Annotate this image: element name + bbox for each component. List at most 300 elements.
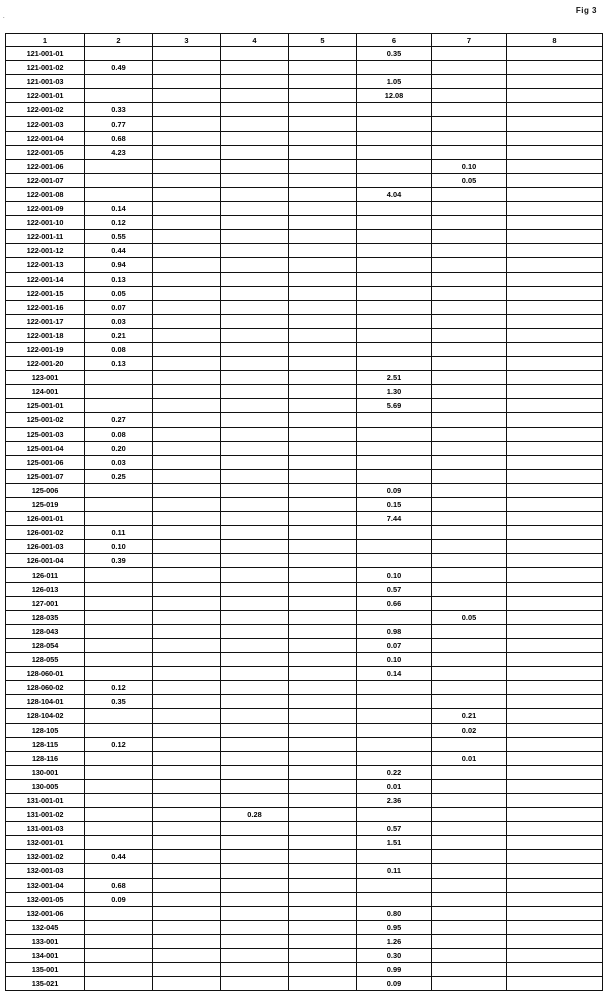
cell-value — [221, 540, 289, 554]
cell-value — [289, 723, 357, 737]
table-row — [6, 385, 603, 399]
cell-value — [153, 526, 221, 540]
table-row — [6, 427, 603, 441]
cell-value — [289, 624, 357, 638]
cell-value — [289, 103, 357, 117]
cell-value — [507, 300, 603, 314]
cell-value — [289, 793, 357, 807]
cell-value — [289, 230, 357, 244]
cell-value — [357, 131, 432, 145]
cell-value — [357, 610, 432, 624]
cell-value — [153, 300, 221, 314]
cell-value — [153, 230, 221, 244]
cell-value — [221, 582, 289, 596]
cell-value — [153, 892, 221, 906]
cell-value: 0.98 — [357, 624, 432, 638]
row-label: 130-001 — [6, 765, 85, 779]
cell-value — [289, 483, 357, 497]
table-row — [6, 413, 603, 427]
cell-value — [289, 963, 357, 977]
cell-value — [507, 286, 603, 300]
cell-value — [507, 89, 603, 103]
row-label: 132-001-06 — [6, 906, 85, 920]
cell-value — [85, 822, 153, 836]
cell-value — [221, 920, 289, 934]
cell-value — [357, 103, 432, 117]
table-row — [6, 822, 603, 836]
cell-value — [289, 441, 357, 455]
cell-value — [507, 653, 603, 667]
cell-value — [289, 808, 357, 822]
cell-value — [221, 864, 289, 878]
cell-value — [221, 892, 289, 906]
cell-value — [432, 667, 507, 681]
cell-value: 1.26 — [357, 934, 432, 948]
cell-value — [85, 47, 153, 61]
cell-value — [153, 455, 221, 469]
cell-value — [289, 371, 357, 385]
cell-value — [357, 159, 432, 173]
cell-value — [85, 920, 153, 934]
cell-value — [153, 314, 221, 328]
row-label: 122-001-06 — [6, 159, 85, 173]
row-label: 122-001-02 — [6, 103, 85, 117]
row-label: 131-001-02 — [6, 808, 85, 822]
cell-value — [153, 483, 221, 497]
row-label: 122-001-18 — [6, 328, 85, 342]
cell-value — [289, 949, 357, 963]
cell-value — [357, 554, 432, 568]
cell-value — [221, 202, 289, 216]
cell-value: 0.14 — [85, 202, 153, 216]
table-row — [6, 357, 603, 371]
cell-value — [432, 399, 507, 413]
row-label: 126-001-01 — [6, 512, 85, 526]
row-label: 128-060-02 — [6, 681, 85, 695]
row-label: 122-001-07 — [6, 173, 85, 187]
cell-value: 12.08 — [357, 89, 432, 103]
cell-value — [432, 850, 507, 864]
cell-value — [153, 89, 221, 103]
row-label: 132-001-01 — [6, 836, 85, 850]
cell-value — [432, 878, 507, 892]
cell-value — [507, 582, 603, 596]
cell-value — [507, 173, 603, 187]
cell-value — [153, 667, 221, 681]
cell-value — [221, 441, 289, 455]
cell-value: 0.14 — [357, 667, 432, 681]
cell-value — [85, 187, 153, 201]
cell-value: 4.23 — [85, 145, 153, 159]
cell-value — [357, 455, 432, 469]
cell-value — [432, 582, 507, 596]
table-row — [6, 328, 603, 342]
row-label: 128-043 — [6, 624, 85, 638]
row-label: 126-011 — [6, 568, 85, 582]
cell-value: 0.01 — [357, 779, 432, 793]
cell-value — [289, 667, 357, 681]
cell-value — [85, 779, 153, 793]
cell-value — [507, 667, 603, 681]
row-label: 125-001-07 — [6, 469, 85, 483]
cell-value — [221, 723, 289, 737]
cell-value — [507, 596, 603, 610]
cell-value — [221, 187, 289, 201]
cell-value: 0.35 — [85, 695, 153, 709]
cell-value — [289, 469, 357, 483]
cell-value — [85, 793, 153, 807]
cell-value: 0.10 — [357, 653, 432, 667]
cell-value — [507, 385, 603, 399]
cell-value — [432, 202, 507, 216]
cell-value: 0.03 — [85, 455, 153, 469]
column-header-8: 8 — [507, 34, 603, 47]
row-label: 122-001-11 — [6, 230, 85, 244]
row-label: 126-001-04 — [6, 554, 85, 568]
row-label: 128-054 — [6, 638, 85, 652]
cell-value — [289, 540, 357, 554]
cell-value: 0.44 — [85, 244, 153, 258]
cell-value: 1.51 — [357, 836, 432, 850]
cell-value: 0.55 — [85, 230, 153, 244]
cell-value — [153, 258, 221, 272]
table-row — [6, 469, 603, 483]
cell-value: 0.07 — [357, 638, 432, 652]
cell-value: 0.25 — [85, 469, 153, 483]
cell-value — [153, 695, 221, 709]
cell-value — [221, 385, 289, 399]
cell-value — [357, 357, 432, 371]
cell-value — [507, 949, 603, 963]
cell-value — [357, 216, 432, 230]
row-label: 122-001-14 — [6, 272, 85, 286]
cell-value: 0.95 — [357, 920, 432, 934]
row-label: 121-001-01 — [6, 47, 85, 61]
cell-value — [221, 526, 289, 540]
cell-value — [85, 765, 153, 779]
table-row — [6, 230, 603, 244]
cell-value — [507, 540, 603, 554]
table-row — [6, 540, 603, 554]
cell-value: 0.13 — [85, 272, 153, 286]
cell-value — [507, 258, 603, 272]
row-label: 122-001-05 — [6, 145, 85, 159]
cell-value — [153, 779, 221, 793]
cell-value — [507, 202, 603, 216]
cell-value: 0.12 — [85, 737, 153, 751]
cell-value — [432, 47, 507, 61]
cell-value — [507, 638, 603, 652]
cell-value — [432, 681, 507, 695]
table-row — [6, 582, 603, 596]
cell-value — [85, 864, 153, 878]
cell-value — [507, 75, 603, 89]
cell-value: 0.01 — [432, 751, 507, 765]
cell-value: 0.08 — [85, 342, 153, 356]
row-label: 128-104-02 — [6, 709, 85, 723]
row-label: 132-001-05 — [6, 892, 85, 906]
cell-value — [507, 455, 603, 469]
cell-value — [153, 723, 221, 737]
table-row — [6, 610, 603, 624]
cell-value — [153, 61, 221, 75]
cell-value: 0.30 — [357, 949, 432, 963]
cell-value — [357, 723, 432, 737]
cell-value — [432, 596, 507, 610]
cell-value — [221, 328, 289, 342]
cell-value — [432, 822, 507, 836]
cell-value — [432, 328, 507, 342]
cell-value — [85, 610, 153, 624]
row-label: 131-001-03 — [6, 822, 85, 836]
cell-value — [357, 230, 432, 244]
cell-value — [432, 455, 507, 469]
row-label: 128-060-01 — [6, 667, 85, 681]
cell-value — [432, 469, 507, 483]
table-row — [6, 638, 603, 652]
cell-value — [289, 413, 357, 427]
cell-value — [357, 737, 432, 751]
cell-value — [357, 878, 432, 892]
cell-value — [85, 977, 153, 991]
row-label: 135-021 — [6, 977, 85, 991]
cell-value — [507, 61, 603, 75]
cell-value — [153, 864, 221, 878]
cell-value — [85, 906, 153, 920]
table-row — [6, 892, 603, 906]
cell-value — [153, 47, 221, 61]
cell-value — [153, 342, 221, 356]
table-row — [6, 667, 603, 681]
table-row — [6, 89, 603, 103]
cell-value — [153, 512, 221, 526]
cell-value — [221, 300, 289, 314]
cell-value — [507, 878, 603, 892]
cell-value — [85, 934, 153, 948]
cell-value — [432, 427, 507, 441]
cell-value — [221, 779, 289, 793]
cell-value: 5.69 — [357, 399, 432, 413]
cell-value: 0.03 — [85, 314, 153, 328]
cell-value — [221, 695, 289, 709]
table-row — [6, 300, 603, 314]
table-row — [6, 864, 603, 878]
cell-value — [85, 512, 153, 526]
cell-value: 0.11 — [357, 864, 432, 878]
cell-value — [507, 131, 603, 145]
cell-value — [153, 540, 221, 554]
cell-value — [507, 610, 603, 624]
table-row — [6, 568, 603, 582]
cell-value — [153, 963, 221, 977]
cell-value: 0.21 — [432, 709, 507, 723]
row-label: 124-001 — [6, 385, 85, 399]
row-label: 126-001-03 — [6, 540, 85, 554]
cell-value — [153, 653, 221, 667]
cell-value: 0.94 — [85, 258, 153, 272]
column-header-1: 1 — [6, 34, 85, 47]
cell-value — [432, 765, 507, 779]
row-label: 122-001-16 — [6, 300, 85, 314]
row-label: 122-001-03 — [6, 117, 85, 131]
table-row — [6, 977, 603, 991]
cell-value — [221, 977, 289, 991]
cell-value — [507, 709, 603, 723]
cell-value — [289, 357, 357, 371]
cell-value: 0.44 — [85, 850, 153, 864]
cell-value — [507, 624, 603, 638]
cell-value — [507, 216, 603, 230]
cell-value — [221, 75, 289, 89]
cell-value: 0.05 — [432, 173, 507, 187]
cell-value — [85, 399, 153, 413]
cell-value — [432, 892, 507, 906]
row-label: 132-001-02 — [6, 850, 85, 864]
cell-value — [153, 681, 221, 695]
table-row — [6, 244, 603, 258]
cell-value — [221, 610, 289, 624]
row-label: 123-001 — [6, 371, 85, 385]
cell-value: 2.51 — [357, 371, 432, 385]
row-label: 125-001-01 — [6, 399, 85, 413]
cell-value — [507, 117, 603, 131]
cell-value — [153, 498, 221, 512]
cell-value — [289, 822, 357, 836]
cell-value — [221, 554, 289, 568]
cell-value: 0.68 — [85, 878, 153, 892]
cell-value — [221, 737, 289, 751]
cell-value: 1.05 — [357, 75, 432, 89]
cell-value — [289, 709, 357, 723]
cell-value — [357, 808, 432, 822]
cell-value — [432, 244, 507, 258]
cell-value — [153, 413, 221, 427]
cell-value — [432, 934, 507, 948]
row-label: 128-104-01 — [6, 695, 85, 709]
cell-value — [357, 328, 432, 342]
cell-value — [153, 202, 221, 216]
table-row — [6, 681, 603, 695]
cell-value — [221, 949, 289, 963]
cell-value — [357, 709, 432, 723]
cell-value: 1.30 — [357, 385, 432, 399]
cell-value — [357, 342, 432, 356]
cell-value — [507, 906, 603, 920]
row-label: 125-001-02 — [6, 413, 85, 427]
cell-value — [221, 173, 289, 187]
cell-value — [289, 920, 357, 934]
cell-value — [507, 779, 603, 793]
cell-value — [432, 836, 507, 850]
cell-value — [153, 371, 221, 385]
cell-value — [357, 258, 432, 272]
row-label: 125-006 — [6, 483, 85, 497]
cell-value — [85, 371, 153, 385]
cell-value — [221, 47, 289, 61]
row-label: 130-005 — [6, 779, 85, 793]
table-row — [6, 342, 603, 356]
cell-value — [432, 540, 507, 554]
cell-value — [153, 357, 221, 371]
table-row — [6, 145, 603, 159]
table-row — [6, 850, 603, 864]
cell-value — [289, 977, 357, 991]
row-label: 122-001-15 — [6, 286, 85, 300]
cell-value — [432, 413, 507, 427]
cell-value: 0.05 — [85, 286, 153, 300]
row-label: 125-019 — [6, 498, 85, 512]
cell-value — [507, 328, 603, 342]
cell-value — [507, 765, 603, 779]
cell-value: 0.09 — [357, 483, 432, 497]
cell-value — [289, 850, 357, 864]
cell-value — [507, 737, 603, 751]
table-row — [6, 173, 603, 187]
cell-value — [153, 131, 221, 145]
cell-value — [221, 117, 289, 131]
cell-value — [507, 512, 603, 526]
cell-value — [507, 554, 603, 568]
cell-value — [432, 695, 507, 709]
cell-value — [507, 822, 603, 836]
row-label: 128-055 — [6, 653, 85, 667]
cell-value — [432, 977, 507, 991]
cell-value — [289, 695, 357, 709]
column-header-2: 2 — [85, 34, 153, 47]
cell-value — [432, 793, 507, 807]
cell-value — [289, 610, 357, 624]
table-row — [6, 920, 603, 934]
cell-value — [153, 906, 221, 920]
cell-value: 0.57 — [357, 582, 432, 596]
cell-value — [153, 878, 221, 892]
table-row — [6, 906, 603, 920]
cell-value — [357, 117, 432, 131]
cell-value — [357, 695, 432, 709]
table-row — [6, 709, 603, 723]
cell-value — [221, 934, 289, 948]
cell-value: 2.36 — [357, 793, 432, 807]
cell-value — [221, 906, 289, 920]
cell-value — [221, 822, 289, 836]
cell-value — [357, 145, 432, 159]
row-label: 125-001-04 — [6, 441, 85, 455]
cell-value — [221, 878, 289, 892]
cell-value: 0.09 — [357, 977, 432, 991]
cell-value — [507, 681, 603, 695]
table-row — [6, 793, 603, 807]
cell-value — [85, 385, 153, 399]
cell-value — [153, 145, 221, 159]
table-body — [6, 47, 603, 991]
cell-value — [153, 187, 221, 201]
cell-value — [507, 977, 603, 991]
cell-value — [289, 286, 357, 300]
table-row — [6, 103, 603, 117]
table-row — [6, 75, 603, 89]
cell-value — [289, 89, 357, 103]
cell-value — [507, 963, 603, 977]
cell-value — [507, 934, 603, 948]
cell-value — [153, 822, 221, 836]
cell-value — [289, 498, 357, 512]
cell-value — [85, 723, 153, 737]
cell-value — [289, 582, 357, 596]
table-row — [6, 526, 603, 540]
cell-value — [289, 47, 357, 61]
cell-value — [507, 920, 603, 934]
cell-value — [357, 427, 432, 441]
